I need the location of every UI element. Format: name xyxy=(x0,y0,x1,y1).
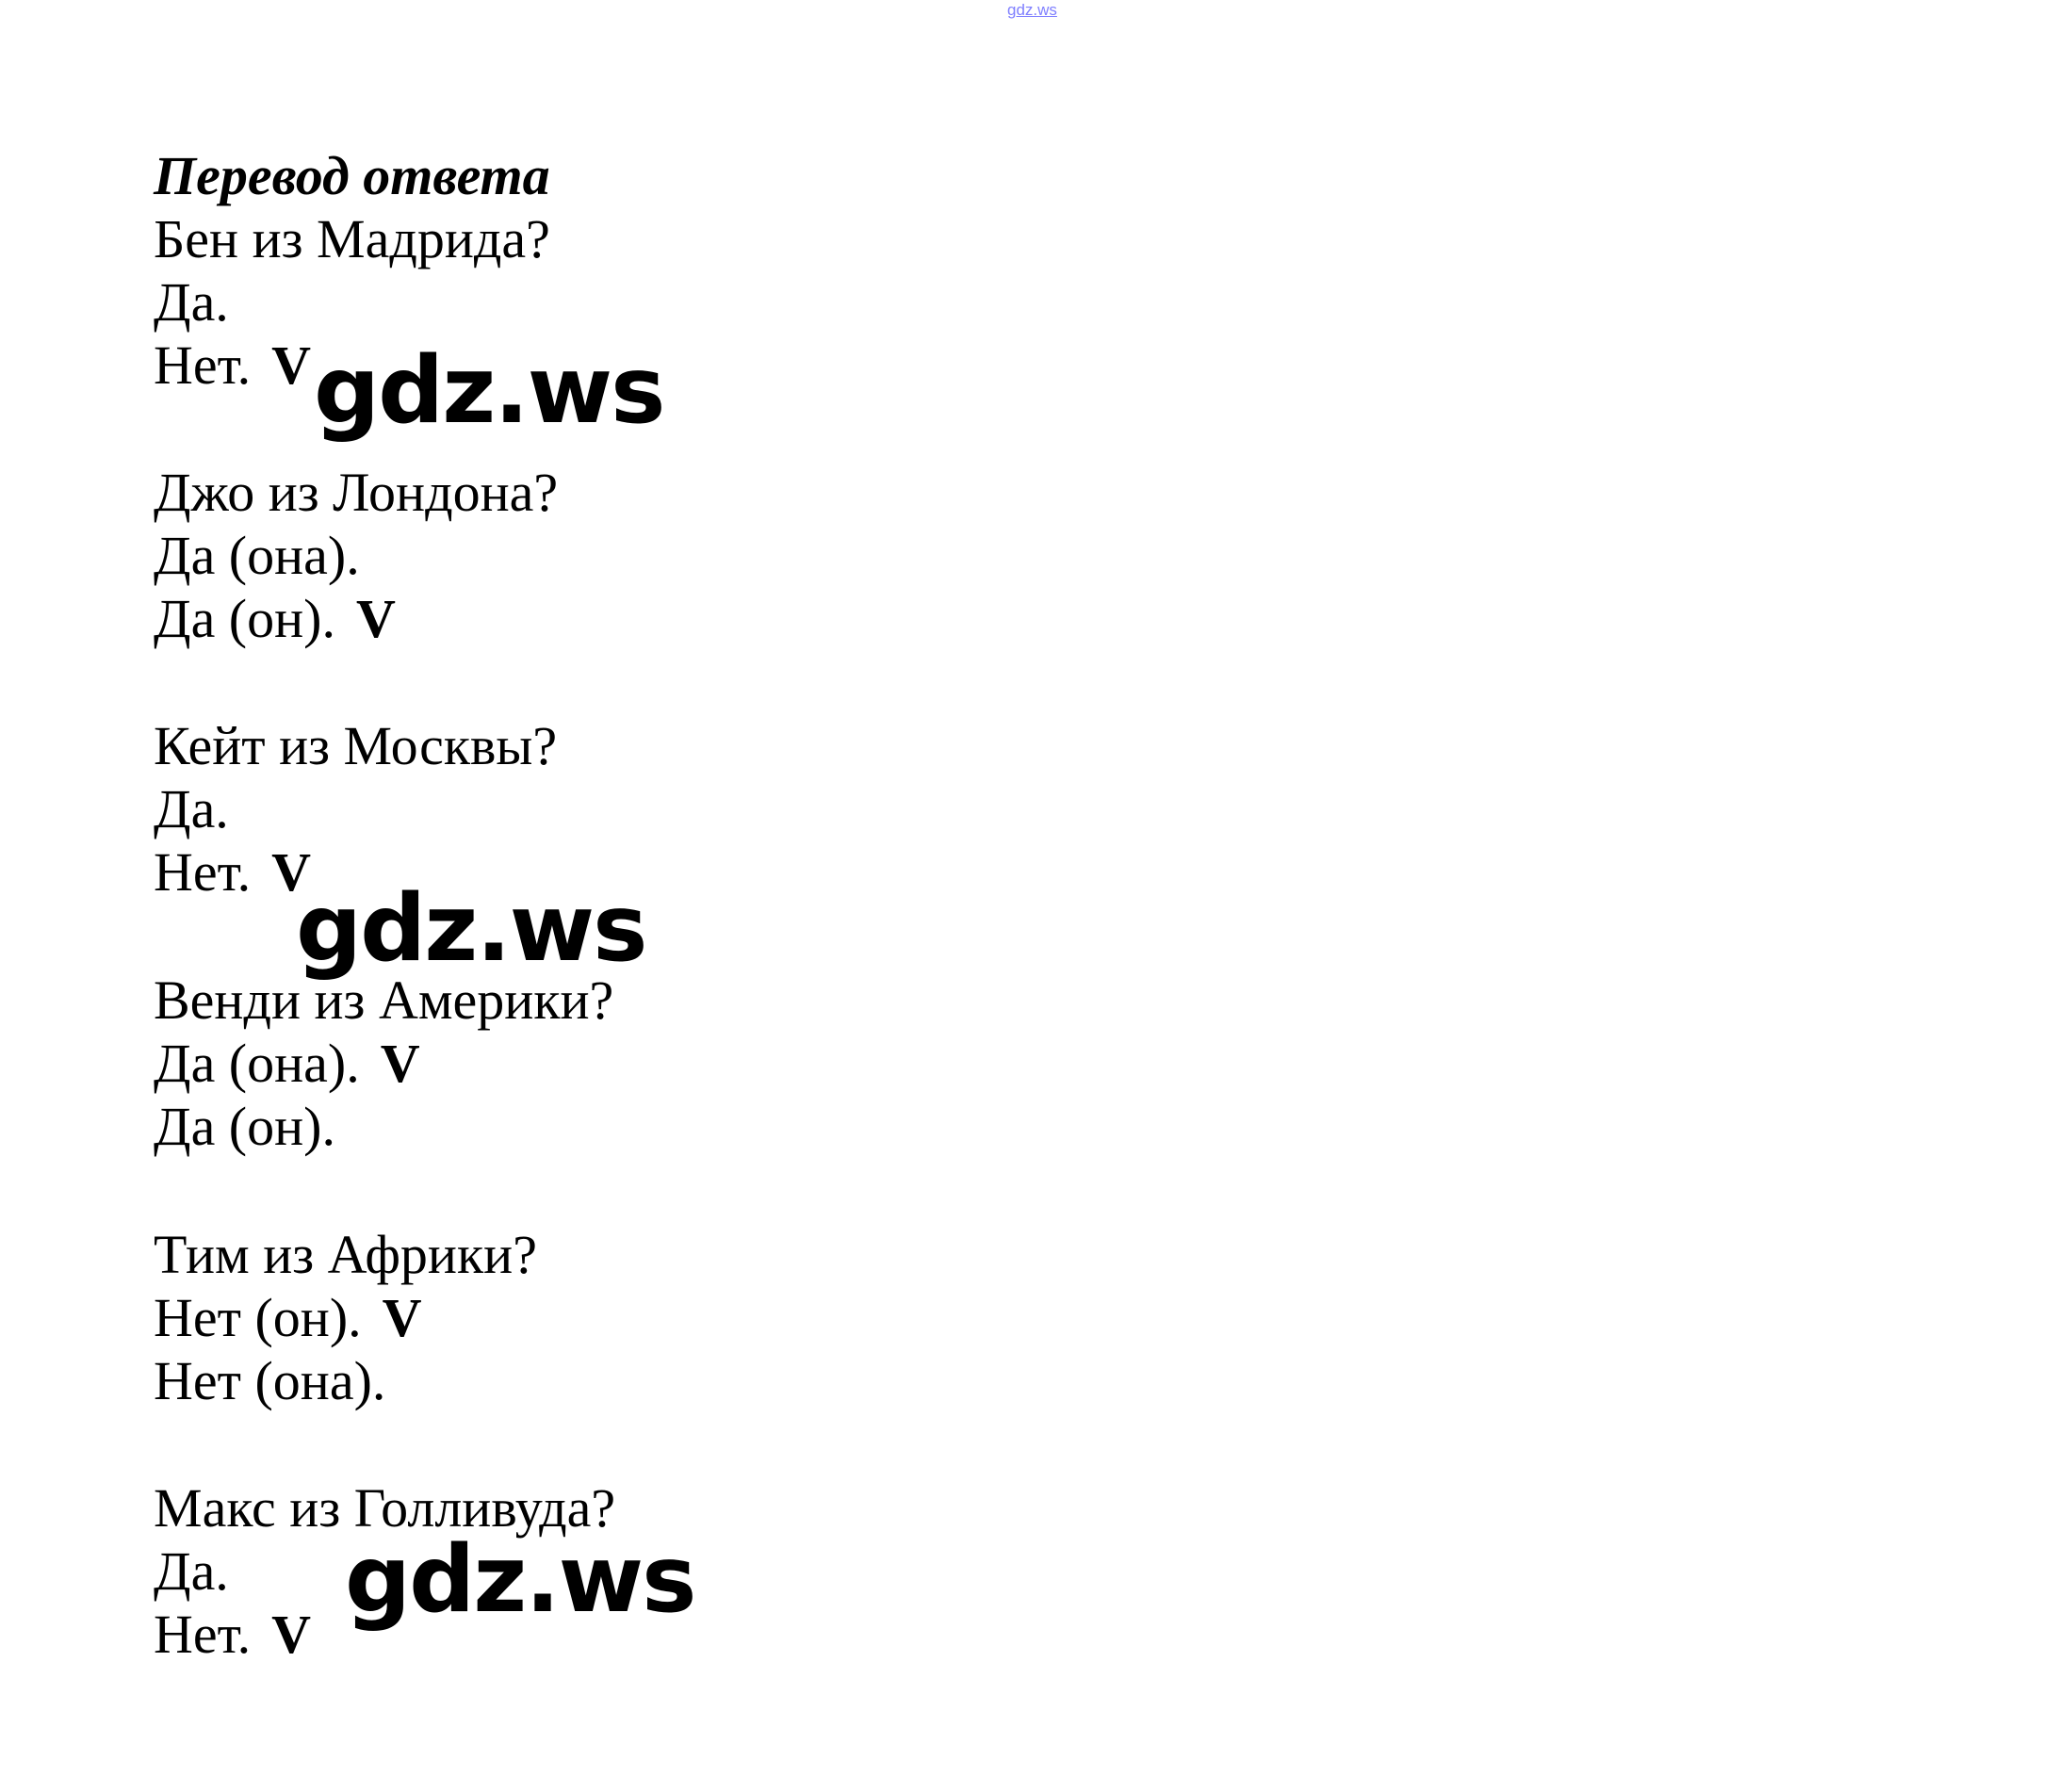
answer-3-1 xyxy=(154,778,250,839)
answer-text: Нет (он). xyxy=(154,1287,362,1348)
answer-text: Да (он). xyxy=(154,1096,335,1157)
answer-text: Да. xyxy=(154,1540,229,1602)
answer-2-2 xyxy=(154,588,396,649)
answer-text: Нет (она). xyxy=(154,1350,386,1411)
answer-text: Да (она). xyxy=(154,1033,360,1094)
answer-text: Да (он). xyxy=(154,588,335,649)
check-mark: V xyxy=(380,1033,420,1094)
question-3: Кейт из Москвы? xyxy=(154,715,558,776)
question-6: Макс из Голливуда? xyxy=(154,1477,616,1539)
answer-3-2 xyxy=(154,841,312,903)
question-4: Венди из Америки? xyxy=(154,969,614,1031)
answer-text: Нет. xyxy=(154,841,252,903)
watermark: gdz.ws xyxy=(314,337,664,445)
answer-5-2 xyxy=(154,1350,406,1411)
answer-6-1 xyxy=(154,1540,250,1602)
check-mark: V xyxy=(382,1287,422,1348)
watermark: gdz.ws xyxy=(296,875,646,983)
answer-text: Нет. xyxy=(154,334,252,396)
answer-text: Да (она). xyxy=(154,525,360,586)
answer-1-2 xyxy=(154,334,312,396)
answer-6-2 xyxy=(154,1604,312,1665)
answer-4-1 xyxy=(154,1033,420,1094)
question-1: Бен из Мадрида? xyxy=(154,208,550,269)
check-mark: V xyxy=(355,588,396,649)
top-site-link[interactable]: gdz.ws xyxy=(1007,1,1057,19)
answer-text: Нет. xyxy=(154,1604,252,1665)
question-5: Тим из Африки? xyxy=(154,1224,537,1285)
answer-1-1 xyxy=(154,271,250,333)
check-mark: V xyxy=(271,1604,312,1665)
answer-text: Да. xyxy=(154,271,229,333)
check-mark: V xyxy=(271,334,312,396)
answer-2-1 xyxy=(154,525,381,586)
answer-4-2 xyxy=(154,1096,356,1157)
question-2: Джо из Лондона? xyxy=(154,462,559,523)
check-mark: V xyxy=(271,841,312,903)
answer-5-1 xyxy=(154,1287,422,1348)
answer-text: Да. xyxy=(154,778,229,839)
page-title: Перевод ответа xyxy=(154,145,550,206)
watermark: gdz.ws xyxy=(345,1526,695,1634)
